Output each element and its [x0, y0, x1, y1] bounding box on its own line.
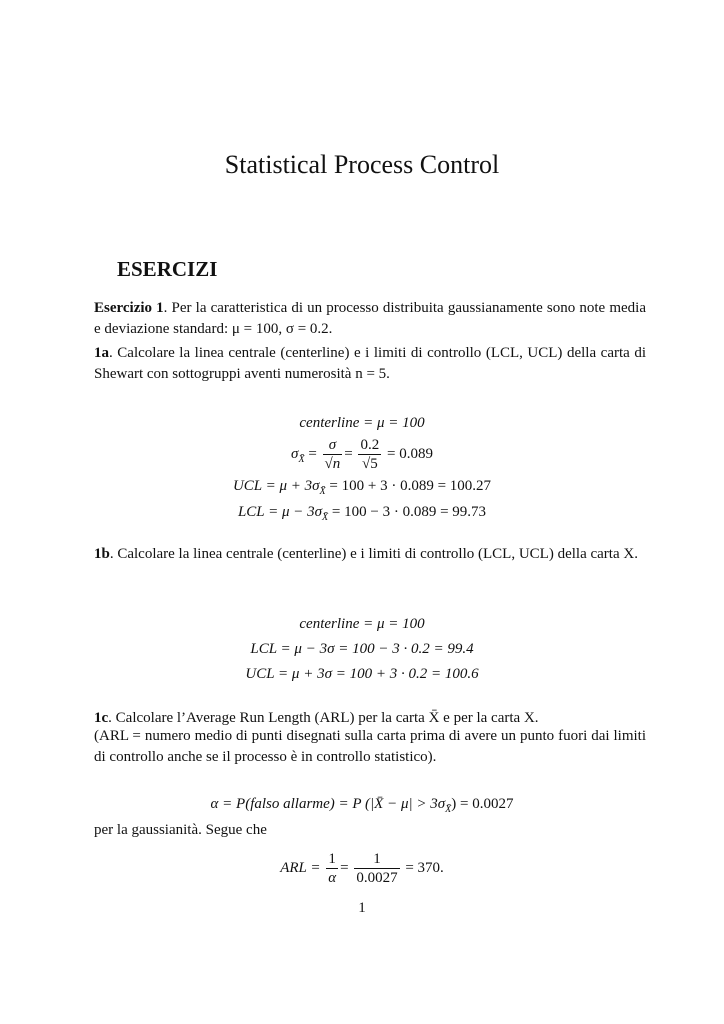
eq-1a-sigma-frac2: $\frac{0.2}{√5}$ — [360, 437, 380, 473]
part-1c-label: 1c — [94, 710, 109, 726]
part-1c-text: . Calcolare l’Average Run Length (ARL) per la carta X̄ e per la carta X. — [108, 710, 539, 726]
eq-1a-lcl: LCL = $\mu - 3\sigma_{X̄} = 100 - 3 \cdot 0.089 = 99.73$ — [237, 504, 487, 523]
part-1a-text: . Calcolare la linea centrale (centerline) e i limiti di controllo (LCL, UCL) della carta di Shewart con sottogruppi aventi numerosità n = 5. — [94, 345, 646, 382]
part-1b-paragraph — [94, 544, 646, 565]
eq-1a-sigma-lhs: σ — [291, 446, 299, 462]
part-1c-text-gaussian: per la gaussianità. Segue che — [94, 822, 267, 838]
eq-1c-arl: ARL = $\frac{1}{\alpha}$ = $\frac{1}{0.0027}$ = 370. — [280, 851, 444, 887]
eq-1a-centerline: centerline = μ = 100 — [299, 415, 425, 431]
part-1a-paragraph — [94, 343, 646, 385]
eq-1b-ucl: UCL = μ + 3σ = 100 + 3 · 0.2 = 100.6 — [245, 666, 479, 682]
part-1a-label: 1a — [94, 345, 109, 361]
document-title: Statistical Process Control — [224, 150, 500, 179]
eq-1a-ucl: UCL = $\mu + 3\sigma_{X̄} = 100 + 3 \cdot 0.089 = 100.27$ — [232, 478, 492, 497]
exercise-1-label: Esercizio 1 — [94, 300, 164, 316]
exercise-1-text: . Per la caratteristica di un processo distribuita gaussianamente sono note media e deviazione standard: μ = 100, σ = 0.2. — [94, 300, 646, 337]
eq-1a-sigma: $\sigma_{X̄}$ = $\frac{\sigma}{√n}$ = $\frac{0.2}{√5}$ = 0.089 — [291, 437, 433, 473]
section-heading: ESERCIZI — [117, 257, 218, 281]
exercise-1-paragraph — [94, 298, 646, 340]
part-1b-text: . Calcolare la linea centrale (centerline) e i limiti di controllo (LCL, UCL) della carta X. — [109, 546, 638, 562]
page-number: 1 — [358, 900, 366, 916]
eq-1c-arl-frac2: $\frac{1}{0.0027}$ — [356, 851, 398, 887]
eq-1c-alpha: α = P(falso allarme) = P (|X̄ − $\mu| > 3\sigma_{X̄}) = 0.0027$ — [210, 796, 514, 815]
eq-1a-sigma-frac1: $\frac{\sigma}{√n}$ — [324, 437, 341, 473]
eq-1a-sigma-rhs: = 0.089 — [386, 446, 433, 462]
eq-1b-lcl: LCL = μ − 3σ = 100 − 3 · 0.2 = 99.4 — [250, 641, 474, 657]
eq-1b-centerline: centerline = μ = 100 — [299, 616, 425, 632]
eq-1c-arl-frac1: $\frac{1}{\alpha}$ — [328, 851, 337, 887]
part-1b-label: 1b — [94, 546, 110, 562]
part-1c-note: (ARL = numero medio di punti disegnati sulla carta prima di avere un punto fuori dai limiti di controllo anche se il processo è in controllo statistico). — [94, 728, 646, 765]
